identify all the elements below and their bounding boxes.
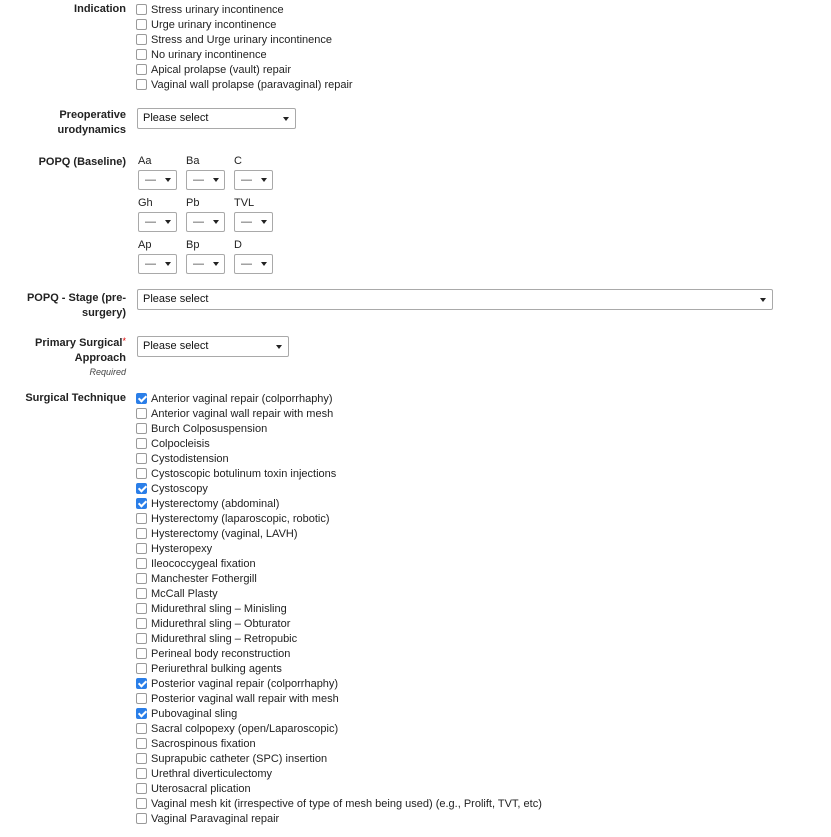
popq-field-label: Bp — [186, 239, 200, 251]
checkbox-unchecked[interactable] — [136, 573, 147, 584]
checkbox-unchecked[interactable] — [136, 813, 147, 824]
urodynamics-label-line2: urodynamics — [57, 124, 126, 136]
checkbox-unchecked[interactable] — [136, 753, 147, 764]
checkbox-unchecked[interactable] — [136, 558, 147, 569]
checkbox-option[interactable] — [136, 661, 542, 676]
chevron-down-icon — [213, 178, 219, 182]
checkbox-option[interactable] — [136, 496, 542, 511]
popq-field-select[interactable] — [234, 212, 273, 232]
checkbox-option[interactable] — [136, 676, 542, 691]
checkbox-option-label[interactable]: Midurethral sling – Minisling — [151, 602, 287, 615]
checkbox-option[interactable] — [136, 766, 542, 781]
checkbox-option[interactable] — [136, 436, 542, 451]
surgical-approach-select[interactable] — [137, 336, 289, 357]
checkbox-unchecked[interactable] — [136, 723, 147, 734]
checkbox-unchecked[interactable] — [136, 693, 147, 704]
checkbox-option[interactable] — [136, 2, 353, 17]
popq-field-label: Aa — [138, 155, 152, 167]
checkbox-unchecked[interactable] — [136, 468, 147, 479]
checkbox-option-label[interactable]: McCall Plasty — [151, 587, 218, 600]
checkbox-unchecked[interactable] — [136, 49, 147, 60]
popq-field-select[interactable] — [186, 212, 225, 232]
checkbox-option-label[interactable]: Cystodistension — [151, 452, 229, 465]
checkbox-option[interactable] — [136, 691, 542, 706]
checkbox-option-label[interactable]: Stress urinary incontinence — [151, 3, 284, 16]
chevron-down-icon — [283, 117, 289, 121]
popq-field-value: — — [145, 258, 156, 270]
popq-field-value: — — [193, 174, 204, 186]
checkbox-unchecked[interactable] — [136, 618, 147, 629]
checkbox-unchecked[interactable] — [136, 79, 147, 90]
checkbox-option-label[interactable]: Hysteropexy — [151, 542, 213, 555]
checkbox-option[interactable] — [136, 511, 542, 526]
checkbox-option[interactable] — [136, 32, 353, 47]
checkbox-option[interactable] — [136, 646, 542, 661]
checkbox-checked[interactable] — [136, 498, 147, 509]
checkbox-option[interactable] — [136, 751, 542, 766]
popq-stage-label-line1: POPQ - Stage (pre- — [26, 292, 126, 304]
popq-field-select[interactable] — [186, 170, 225, 190]
checkbox-option-label[interactable]: Vaginal Paravaginal repair — [151, 812, 280, 825]
popq-field-label: D — [234, 239, 242, 251]
checkbox-option[interactable] — [136, 601, 542, 616]
chevron-down-icon — [261, 220, 267, 224]
checkbox-unchecked[interactable] — [136, 663, 147, 674]
popq-field-label: Pb — [186, 197, 200, 209]
checkbox-option-label[interactable]: Urge urinary incontinence — [151, 18, 277, 31]
surgical-approach-label-line1: Primary Surgical — [35, 337, 123, 349]
checkbox-unchecked[interactable] — [136, 648, 147, 659]
checkbox-unchecked[interactable] — [136, 64, 147, 75]
urodynamics-select-value: Please select — [143, 112, 209, 124]
popq-field-value: — — [193, 216, 204, 228]
checkbox-option[interactable] — [136, 556, 542, 571]
checkbox-option-label[interactable]: Perineal body reconstruction — [151, 647, 291, 660]
checkbox-option[interactable] — [136, 406, 542, 421]
checkbox-unchecked[interactable] — [136, 738, 147, 749]
checkbox-option[interactable] — [136, 796, 542, 811]
popq-stage-select-value: Please select — [143, 293, 209, 305]
checkbox-option-label[interactable]: Colpocleisis — [151, 437, 210, 450]
checkbox-option[interactable] — [136, 811, 542, 826]
checkbox-option[interactable] — [136, 631, 542, 646]
popq-field-value: — — [241, 216, 252, 228]
checkbox-unchecked[interactable] — [136, 798, 147, 809]
popq-field-label: Ba — [186, 155, 200, 167]
urodynamics-label-line1: Preoperative — [59, 109, 126, 121]
checkbox-option-label[interactable]: Apical prolapse (vault) repair — [151, 63, 292, 76]
urodynamics-label — [0, 108, 126, 138]
popq-baseline-label: POPQ (Baseline) — [38, 156, 126, 168]
chevron-down-icon — [760, 298, 766, 302]
checkbox-option-label[interactable]: Vaginal wall prolapse (paravaginal) repair — [151, 78, 353, 91]
urodynamics-select[interactable] — [137, 108, 296, 129]
popq-stage-label — [0, 291, 126, 321]
checkbox-option-label[interactable]: Cystoscopic botulinum toxin injections — [151, 467, 337, 480]
popq-field-select[interactable] — [138, 254, 177, 274]
popq-field-label: TVL — [234, 197, 255, 209]
checkbox-unchecked[interactable] — [136, 423, 147, 434]
popq-field-value: — — [145, 174, 156, 186]
checkbox-unchecked[interactable] — [136, 19, 147, 30]
checkbox-option[interactable] — [136, 721, 542, 736]
popq-stage-label-line2: surgery) — [81, 307, 126, 319]
popq-field-select[interactable] — [186, 254, 225, 274]
checkbox-option[interactable] — [136, 706, 542, 721]
checkbox-option[interactable] — [136, 47, 353, 62]
checkbox-option-label[interactable]: Hysterectomy (laparoscopic, robotic) — [151, 512, 330, 525]
surgical-approach-label-line2: Approach — [74, 352, 126, 364]
checkbox-checked[interactable] — [136, 393, 147, 404]
checkbox-option-label[interactable]: Hysterectomy (abdominal) — [151, 497, 280, 510]
indication-label: Indication — [74, 3, 126, 15]
popq-field-select[interactable] — [138, 212, 177, 232]
chevron-down-icon — [276, 345, 282, 349]
popq-field-value: — — [193, 258, 204, 270]
checkbox-checked[interactable] — [136, 483, 147, 494]
checkbox-option-label[interactable]: Suprapubic catheter (SPC) insertion — [151, 752, 328, 765]
checkbox-option[interactable] — [136, 616, 542, 631]
checkbox-unchecked[interactable] — [136, 4, 147, 15]
checkbox-unchecked[interactable] — [136, 438, 147, 449]
checkbox-option[interactable] — [136, 481, 542, 496]
chevron-down-icon — [213, 262, 219, 266]
required-asterisk: * — [122, 336, 126, 346]
chevron-down-icon — [261, 262, 267, 266]
surgical-approach-label — [0, 336, 126, 378]
checkbox-unchecked[interactable] — [136, 633, 147, 644]
chevron-down-icon — [165, 220, 171, 224]
checkbox-option[interactable] — [136, 781, 542, 796]
checkbox-option[interactable] — [136, 526, 542, 541]
popq-stage-select[interactable] — [137, 289, 773, 310]
checkbox-option-label[interactable]: Stress and Urge urinary incontinence — [151, 33, 332, 46]
checkbox-option-label[interactable]: Posterior vaginal repair (colporrhaphy) — [151, 677, 339, 690]
chevron-down-icon — [213, 220, 219, 224]
popq-field-select[interactable] — [138, 170, 177, 190]
checkbox-option-label[interactable]: Anterior vaginal wall repair with mesh — [151, 407, 334, 420]
checkbox-option-label[interactable]: Hysterectomy (vaginal, LAVH) — [151, 527, 298, 540]
popq-field-value: — — [145, 216, 156, 228]
popq-field-value: — — [241, 258, 252, 270]
checkbox-option-label[interactable]: Burch Colposuspension — [151, 422, 268, 435]
checkbox-option[interactable] — [136, 62, 353, 77]
checkbox-unchecked[interactable] — [136, 453, 147, 464]
checkbox-unchecked[interactable] — [136, 543, 147, 554]
checkbox-option-label[interactable]: Posterior vaginal wall repair with mesh — [151, 692, 339, 705]
checkbox-option-label[interactable]: Cystoscopy — [151, 482, 208, 495]
checkbox-option-label[interactable]: Periurethral bulking agents — [151, 662, 282, 675]
checkbox-unchecked[interactable] — [136, 528, 147, 539]
checkbox-option[interactable] — [136, 17, 353, 32]
checkbox-option-label[interactable]: Anterior vaginal repair (colporrhaphy) — [151, 392, 333, 405]
checkbox-unchecked[interactable] — [136, 768, 147, 779]
checkbox-unchecked[interactable] — [136, 603, 147, 614]
checkbox-option-label[interactable]: Manchester Fothergill — [151, 572, 257, 585]
checkbox-unchecked[interactable] — [136, 513, 147, 524]
checkbox-checked[interactable] — [136, 708, 147, 719]
popq-field-label: C — [234, 155, 242, 167]
checkbox-unchecked[interactable] — [136, 588, 147, 599]
indication-checkbox-list — [136, 2, 353, 92]
checkbox-unchecked[interactable] — [136, 34, 147, 45]
checkbox-option-label[interactable]: Pubovaginal sling — [151, 707, 238, 720]
popq-field-select[interactable] — [234, 170, 273, 190]
required-hint: Required — [89, 367, 126, 377]
checkbox-option[interactable] — [136, 391, 542, 406]
checkbox-option-label[interactable]: Vaginal mesh kit (irrespective of type of mesh being used) (e.g., Prolift, TVT, etc) — [151, 797, 542, 810]
popq-field-label: Gh — [138, 197, 153, 209]
checkbox-option[interactable] — [136, 466, 542, 481]
checkbox-option-label[interactable]: Urethral diverticulectomy — [151, 767, 273, 780]
chevron-down-icon — [165, 178, 171, 182]
chevron-down-icon — [165, 262, 171, 266]
popq-field-value: — — [241, 174, 252, 186]
surgical-technique-label: Surgical Technique — [25, 392, 126, 404]
checkbox-option-label[interactable]: Sacral colpopexy (open/Laparoscopic) — [151, 722, 339, 735]
popq-field-label: Ap — [138, 239, 152, 251]
checkbox-option[interactable] — [136, 541, 542, 556]
checkbox-option[interactable] — [136, 421, 542, 436]
checkbox-option[interactable] — [136, 586, 542, 601]
checkbox-option-label[interactable]: No urinary incontinence — [151, 48, 267, 61]
checkbox-unchecked[interactable] — [136, 408, 147, 419]
checkbox-option-label[interactable]: Ileococcygeal fixation — [151, 557, 256, 570]
checkbox-option[interactable] — [136, 571, 542, 586]
checkbox-option-label[interactable]: Sacrospinous fixation — [151, 737, 256, 750]
checkbox-option-label[interactable]: Midurethral sling – Obturator — [151, 617, 291, 630]
checkbox-option-label[interactable]: Midurethral sling – Retropubic — [151, 632, 298, 645]
checkbox-option[interactable] — [136, 77, 353, 92]
checkbox-option[interactable] — [136, 736, 542, 751]
surgical-approach-select-value: Please select — [143, 340, 209, 352]
checkbox-option-label[interactable]: Uterosacral plication — [151, 782, 251, 795]
popq-field-select[interactable] — [234, 254, 273, 274]
checkbox-option[interactable] — [136, 451, 542, 466]
chevron-down-icon — [261, 178, 267, 182]
surgical-technique-checkbox-list — [136, 391, 542, 826]
checkbox-checked[interactable] — [136, 678, 147, 689]
checkbox-unchecked[interactable] — [136, 783, 147, 794]
